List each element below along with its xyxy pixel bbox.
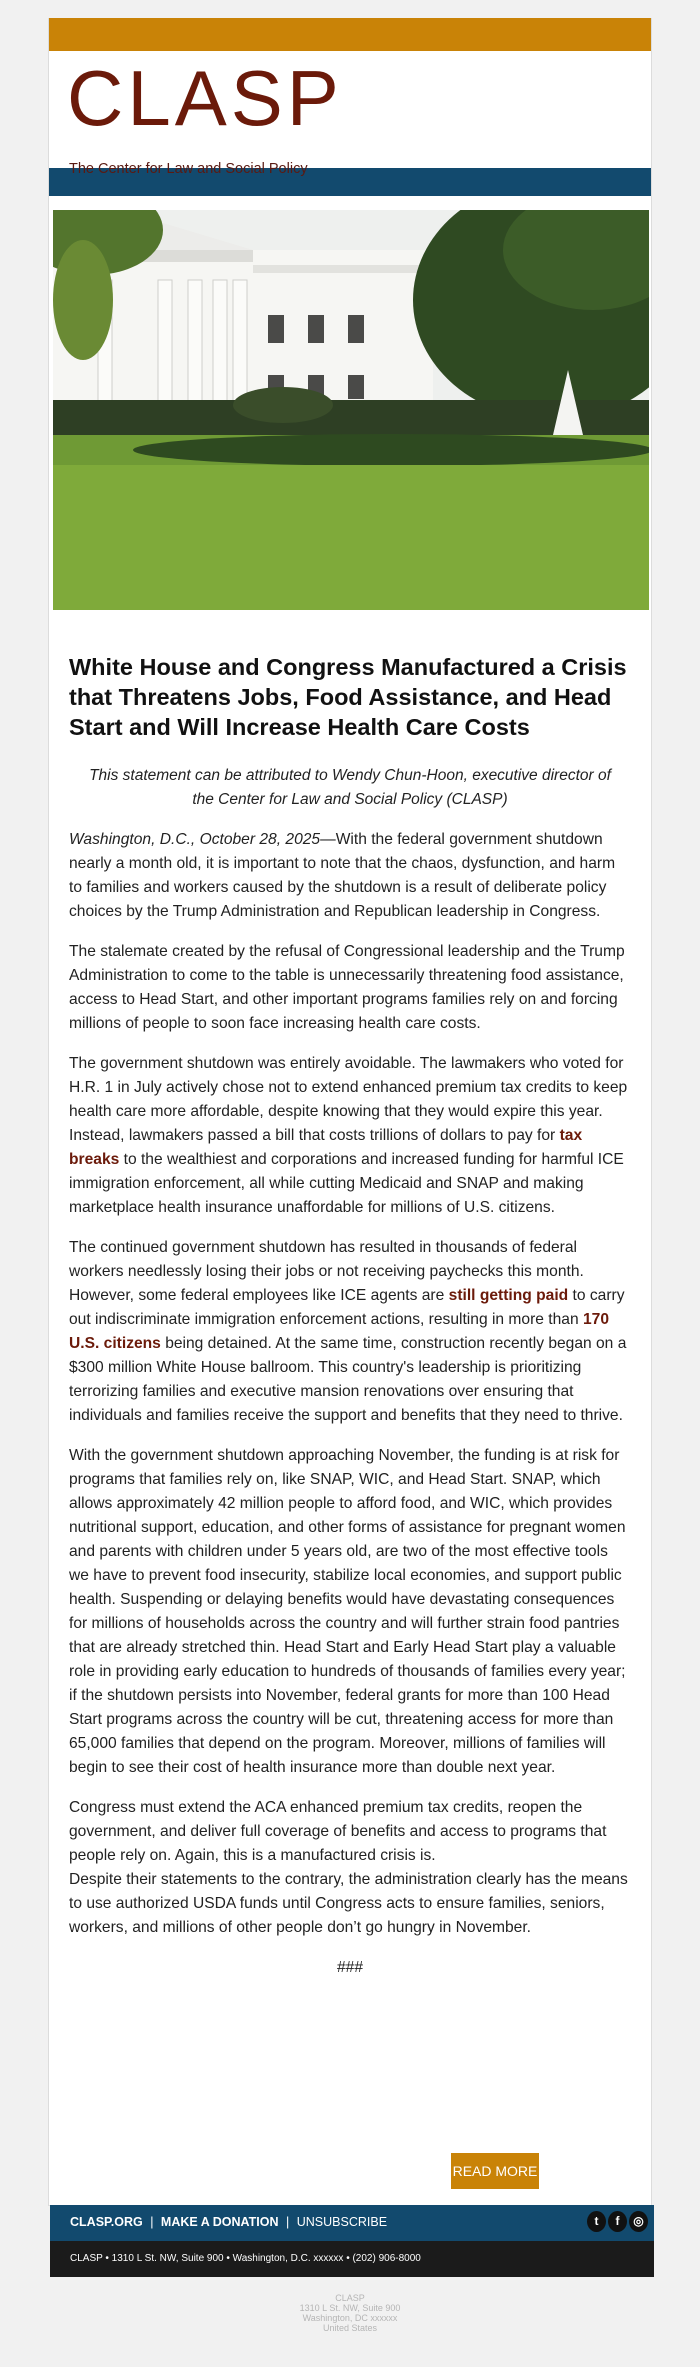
- article-title: White House and Congress Manufactured a Crisis that Threatens Jobs, Food Assistance, and Head Start and Will Increase Health Care Costs: [69, 654, 627, 740]
- clasp-logo[interactable]: [49, 51, 651, 177]
- instagram-icon[interactable]: ◎: [629, 2211, 648, 2232]
- clasp-org-link[interactable]: CLASP.ORG: [70, 2215, 143, 2229]
- unsubscribe-link[interactable]: UNSUBSCRIBE: [296, 2215, 388, 2229]
- paragraph-text: The continued government shutdown has resulted in thousands of federal workers needlessly losing their jobs or not receiving paychecks this month. However, some federal employees like ICE agents are: [69, 1239, 584, 1304]
- postal-line: 1310 L St. NW, Suite 900: [299, 2303, 401, 2313]
- attribution-text: This statement can be attributed to Wendy Chun-Hoon, executive director of the Center for Law and Social Policy (CLASP): [89, 767, 611, 808]
- paragraph-4: [69, 1236, 631, 1428]
- email-card: [48, 18, 652, 2206]
- gold-top-bar: [49, 18, 651, 51]
- separator: |: [150, 2215, 154, 2229]
- facebook-icon[interactable]: f: [608, 2211, 627, 2232]
- paragraph-6: [69, 1796, 631, 1940]
- footer-address: CLASP • 1310 L St. NW, Suite 900 • Washington, D.C. xxxxxx • (202) 906-8000: [70, 2253, 421, 2264]
- footer-address-bar: [50, 2241, 654, 2277]
- paragraph-5: With the government shutdown approaching November, the funding is at risk for programs that families rely on, like SNAP, WIC, and Head Start. SNAP, which allows approximately 42 million people to afford food, and WIC, which provides nutritional support, education, and other forms of assistance for pregnant women and parents with children under 5 years old, are two of the most effective tools we have to prevent food insecurity, stabilize local economies, and support public health. Suspending or delaying benefits would have devastating consequences for millions of households across the country and will further strain food pantries that are already stretched thin. Head Start and Early Head Start play a valuable role in providing early education to hundreds of thousands of families every year; if the shutdown persists into November, federal grants for more than 100 Head Start programs across the country will be cut, threatening access for more than 65,000 families that depend on the program. Moreover, millions of families will begin to see their cost of health insurance more than double next year.: [69, 1447, 626, 1776]
- logo-tagline: The Center for Law and Social Policy: [69, 161, 308, 177]
- paragraph-3: [69, 1052, 631, 1220]
- end-mark: ###: [336, 1959, 364, 1976]
- separator: |: [286, 2215, 290, 2229]
- postal-address: [0, 2293, 700, 2333]
- postal-line: United States: [322, 2323, 378, 2333]
- logo-wordmark: CLASP: [67, 54, 343, 142]
- postal-line: CLASP: [335, 2293, 365, 2303]
- paragraph-text: Despite their statements to the contrary, the administration clearly has the means to use authorized USDA funds until Congress acts to ensure families, seniors, workers, and millions of other people don’t go hungry in November.: [69, 1871, 628, 1936]
- paragraph-1: [69, 828, 631, 924]
- twitter-icon[interactable]: t: [587, 2211, 606, 2232]
- white-house-illustration: [53, 210, 649, 610]
- paragraph-2: The stalemate created by the refusal of Congressional leadership and the Trump Administration to come to the table is unnecessarily threatening food assistance, access to Head Start, and other important programs families rely on and forcing millions of people to soon face increasing health care costs.: [69, 943, 625, 1032]
- paragraph-text: to carry out indiscriminate immigration enforcement actions, resulting in more than: [69, 1287, 625, 1328]
- donation-link[interactable]: MAKE A DONATION: [160, 2215, 279, 2229]
- paragraph-text: The government shutdown was entirely avoidable. The lawmakers who voted for H.R. 1 in July actively chose not to extend enhanced premium tax credits to keep health care more affordable, despite knowing that they would expire this year. Instead, lawmakers passed a bill that costs trillions of dollars to pay for: [69, 1055, 628, 1144]
- footer-links-bar: [50, 2205, 654, 2241]
- dateline: Washington, D.C., October 28, 2025: [69, 831, 321, 848]
- white-house-photo[interactable]: [53, 210, 649, 610]
- still-getting-paid-link[interactable]: still getting paid: [448, 1287, 569, 1304]
- article-body: [69, 828, 631, 1980]
- paragraph-text: to the wealthiest and corporations and increased funding for harmful ICE immigration enforcement, all while cutting Medicaid and SNAP and making marketplace health insurance unaffordable for millions of U.S. citizens.: [69, 1151, 624, 1216]
- paragraph-text: Congress must extend the ACA enhanced premium tax credits, reopen the government, and deliver full coverage of benefits and access to programs that people rely on. Again, this is a manufactured crisis is.: [69, 1799, 607, 1864]
- paragraph-text: being detained. At the same time, construction recently began on a $300 million White House ballroom. This country's leadership is prioritizing terrorizing families and executive mansion renovations over ensuring that individuals and families receive the support and benefits that they need to thrive.: [69, 1335, 627, 1424]
- read-more-button[interactable]: READ MORE: [451, 2153, 539, 2189]
- postal-line: Washington, DC xxxxxx: [302, 2313, 398, 2323]
- us-citizens-link[interactable]: 170 U.S. citizens: [69, 1311, 609, 1352]
- paragraph-text: —With the federal government shutdown nearly a month old, it is important to note that the chaos, dysfunction, and harm to families and workers caused by the shutdown is a result of deliberate policy choices by the Trump Administration and Republican leadership in Congress.: [69, 831, 616, 920]
- tax-breaks-link[interactable]: tax breaks: [69, 1127, 583, 1168]
